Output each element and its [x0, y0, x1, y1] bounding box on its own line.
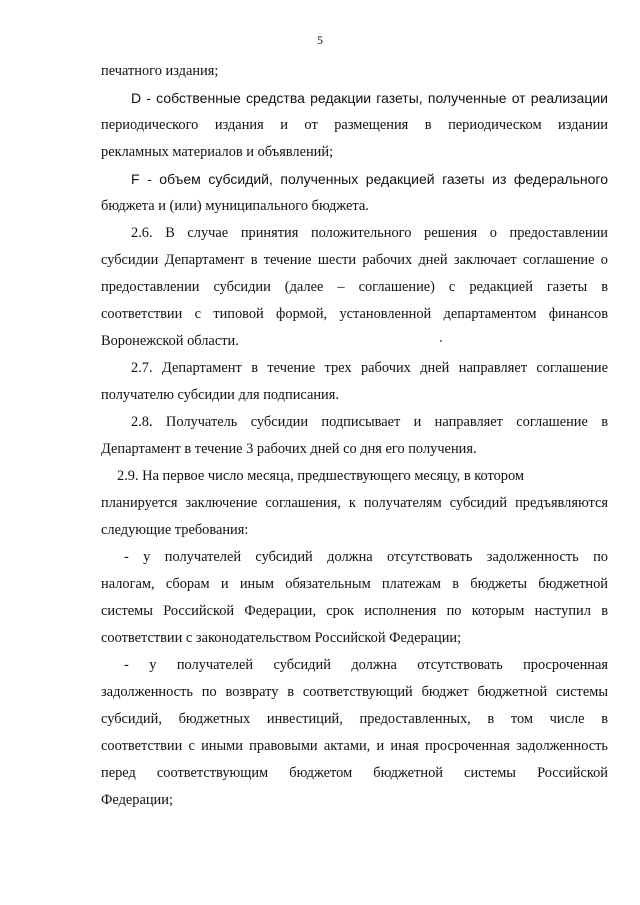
- text-line: субсидии Департамент в течение шести рабочих дней заключает соглашение о: [101, 252, 608, 268]
- text-line: субсидий, бюджетных инвестиций, предоставленных, в том числе в: [101, 711, 608, 727]
- text-line: соответствии с типовой формой, установленной департаментом финансов: [101, 306, 608, 322]
- text-line: получателю субсидии для подписания.: [101, 387, 339, 403]
- text-line: системы Российской Федерации, срок исполнения по которым наступил в: [101, 603, 608, 619]
- text-line: соответствии с законодательством Российской Федерации;: [101, 630, 462, 646]
- text-line: 2.6. В случае принятия положительного решения о предоставлении: [131, 225, 608, 241]
- text-line: планируется заключение соглашения, к получателям субсидий предъявляются: [101, 495, 608, 511]
- text-line: - у получателей субсидий должна отсутствовать просроченная: [124, 657, 608, 673]
- text-line: - у получателей субсидий должна отсутствовать задолженность по: [124, 549, 608, 565]
- text-line: 2.9. На первое число месяца, предшествующего месяцу, в котором: [117, 468, 524, 484]
- text-line: перед соответствующим бюджетом бюджетной системы Российской: [101, 765, 608, 781]
- text-line: D - собственные средства редакции газеты, полученные от реализации: [131, 90, 608, 106]
- page-number: 5: [317, 33, 323, 47]
- text-line: периодического издания и от размещения в периодическом издании: [101, 117, 608, 133]
- text-line: задолженность по возврату в соответствующий бюджет бюджетной системы: [101, 684, 608, 700]
- text-line: 2.7. Департамент в течение трех рабочих дней направляет соглашение: [131, 360, 608, 376]
- text-line: F - объем субсидий, полученных редакцией газеты из федерального: [131, 171, 608, 187]
- text-line: Федерации;: [101, 792, 173, 808]
- text-line: Воронежской области.: [101, 333, 239, 349]
- text-line: 2.8. Получатель субсидии подписывает и направляет соглашение в: [131, 414, 608, 430]
- text-line: бюджета и (или) муниципального бюджета.: [101, 198, 369, 214]
- text-line: налогам, сборам и иным обязательным платежам в бюджеты бюджетной: [101, 576, 608, 592]
- text-line: предоставлении субсидии (далее – соглашение) с редакцией газеты в: [101, 279, 608, 295]
- text-line: следующие требования:: [101, 522, 249, 538]
- text-line: рекламных материалов и объявлений;: [101, 144, 334, 160]
- stray-dot: [440, 340, 442, 342]
- text-line: Департамент в течение 3 рабочих дней со дня его получения.: [101, 441, 477, 457]
- text-line: печатного издания;: [101, 63, 219, 79]
- text-line: соответствии с иными правовыми актами, и иная просроченная задолженность: [101, 738, 608, 754]
